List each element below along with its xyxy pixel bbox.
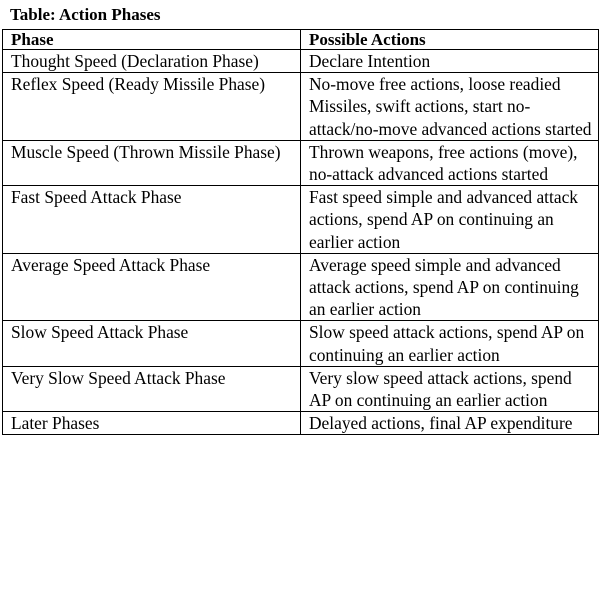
- table-header-row: [3, 30, 599, 50]
- actions-cell: No-move free actions, loose readied Missiles, swift actions, start no-attack/no-move advanced actions started: [301, 73, 599, 141]
- table-row: [3, 366, 599, 411]
- table-row: [3, 186, 599, 254]
- phase-cell: Thought Speed (Declaration Phase): [3, 50, 301, 73]
- table-row: [3, 253, 599, 321]
- phase-cell: Very Slow Speed Attack Phase: [3, 366, 301, 411]
- action-phases-table: [2, 29, 599, 435]
- column-header-possible-actions: Possible Actions: [301, 30, 599, 50]
- phase-cell: Reflex Speed (Ready Missile Phase): [3, 73, 301, 141]
- phase-cell: Average Speed Attack Phase: [3, 253, 301, 321]
- phase-cell: Later Phases: [3, 412, 301, 435]
- actions-cell: Declare Intention: [301, 50, 599, 73]
- table-row: [3, 50, 599, 73]
- phase-cell: Fast Speed Attack Phase: [3, 186, 301, 254]
- actions-cell: Very slow speed attack actions, spend AP on continuing an earlier action: [301, 366, 599, 411]
- actions-cell: Fast speed simple and advanced attack actions, spend AP on continuing an earlier action: [301, 186, 599, 254]
- actions-cell: Thrown weapons, free actions (move), no-attack advanced actions started: [301, 140, 599, 185]
- phase-cell: Muscle Speed (Thrown Missile Phase): [3, 140, 301, 185]
- actions-cell: Delayed actions, final AP expenditure: [301, 412, 599, 435]
- phase-cell: Slow Speed Attack Phase: [3, 321, 301, 366]
- table-row: [3, 140, 599, 185]
- table-row: [3, 321, 599, 366]
- actions-cell: Average speed simple and advanced attack actions, spend AP on continuing an earlier action: [301, 253, 599, 321]
- column-header-phase: Phase: [3, 30, 301, 50]
- table-caption: Table: Action Phases: [10, 5, 161, 24]
- actions-cell: Slow speed attack actions, spend AP on continuing an earlier action: [301, 321, 599, 366]
- table-row: [3, 73, 599, 141]
- table-row: [3, 412, 599, 435]
